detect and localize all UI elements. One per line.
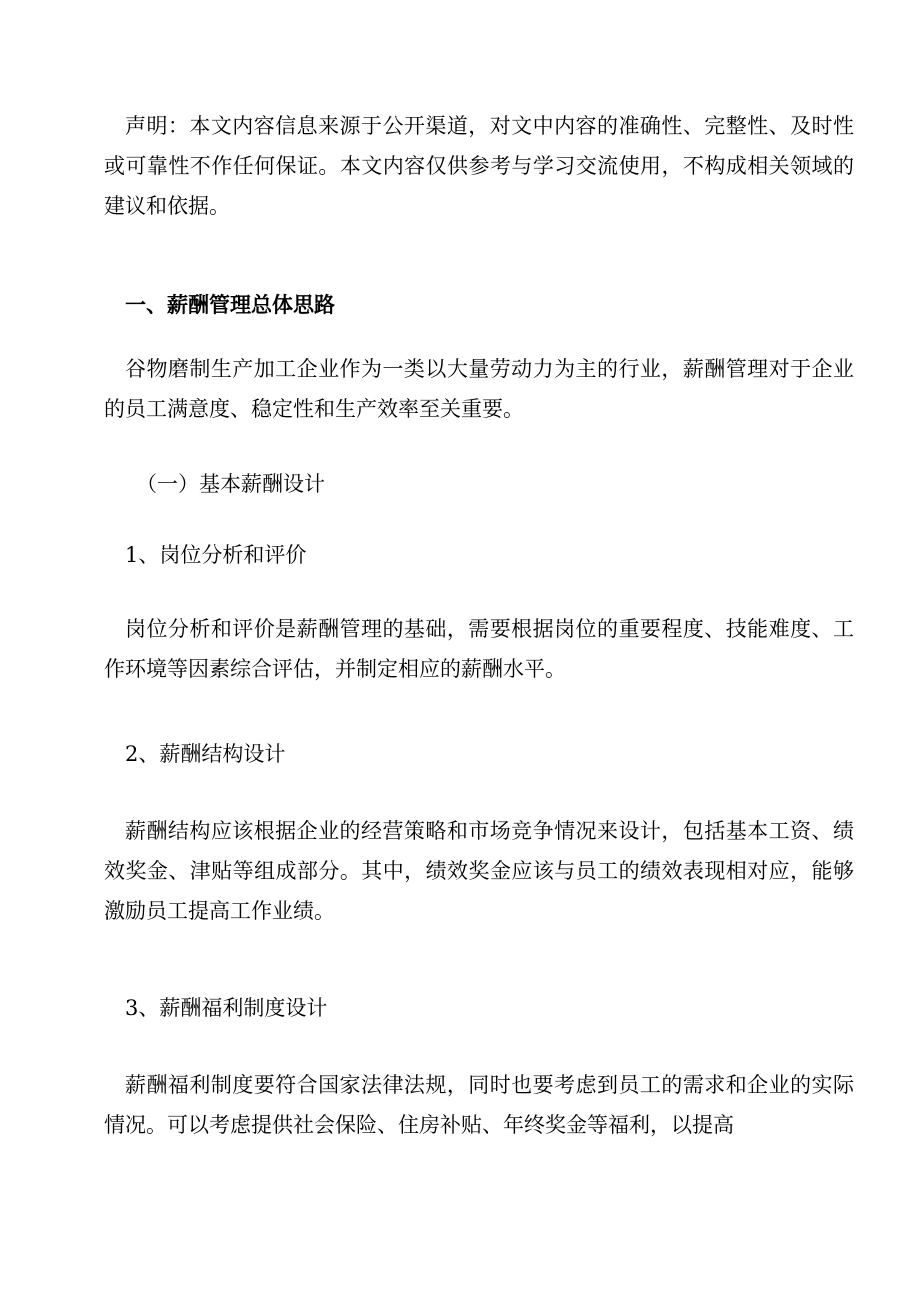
- item-heading-3: 3、薪酬福利制度设计: [125, 996, 328, 1020]
- item-3-paragraph: 薪酬福利制度要符合国家法律法规，同时也要考虑到员工的需求和企业的实际情况。可以考虑提供社会保险、住房补贴、年终奖金等福利，以提高: [104, 1073, 854, 1137]
- item-1-paragraph: 岗位分析和评价是薪酬管理的基础，需要根据岗位的重要程度、技能难度、工作环境等因素综合评估，并制定相应的薪酬水平。: [104, 617, 854, 681]
- item-heading-2: 2、薪酬结构设计: [125, 742, 286, 766]
- section-1-intro-paragraph: 谷物磨制生产加工企业作为一类以大量劳动力为主的行业，薪酬管理对于企业的员工满意度、稳定性和生产效率至关重要。: [104, 357, 854, 421]
- section-heading-1: 一、薪酬管理总体思路: [125, 292, 335, 317]
- subsection-heading-1: （一）基本薪酬设计: [136, 472, 325, 496]
- item-2-paragraph: 薪酬结构应该根据企业的经营策略和市场竞争情况来设计，包括基本工资、绩效奖金、津贴等组成部分。其中，绩效奖金应该与员工的绩效表现相对应，能够激励员工提高工作业绩。: [104, 819, 854, 923]
- item-heading-1: 1、岗位分析和评价: [125, 543, 307, 567]
- disclaimer-paragraph: 声明：本文内容信息来源于公开渠道，对文中内容的准确性、完整性、及时性或可靠性不作任何保证。本文内容仅供参考与学习交流使用，不构成相关领域的建议和依据。: [104, 114, 854, 218]
